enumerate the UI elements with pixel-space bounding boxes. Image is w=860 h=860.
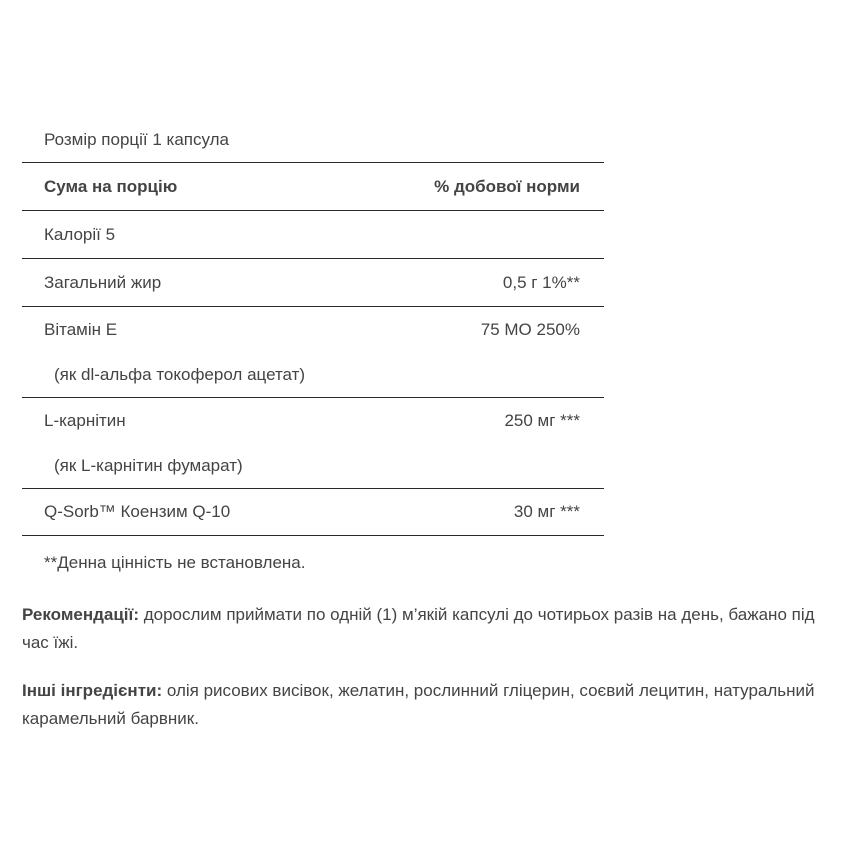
table-row [22, 307, 604, 398]
ingredients-paragraph [22, 677, 822, 733]
recommendations-paragraph [22, 601, 822, 657]
nutrient-amount: 75 МО 250% [480, 320, 580, 339]
table-row [22, 211, 604, 259]
amount-per-serving-header: Сума на порцію [44, 176, 178, 196]
nutrient-name: L-карнітин [44, 411, 126, 430]
table-row [22, 398, 604, 489]
supplement-facts-table [22, 118, 604, 536]
nutrient-name: Калорії 5 [44, 224, 116, 244]
serving-size-row [22, 118, 604, 163]
recommendations-label: Рекомендації: [22, 605, 139, 624]
nutrient-name: Вітамін Е [44, 320, 118, 339]
ingredients-text: олія рисових висівок, желатин, рослинний гліцерин, соєвий лецитин, натуральний карамельний барвник. [22, 681, 815, 728]
nutrient-name: Загальний жир [44, 272, 162, 292]
table-row [22, 259, 604, 307]
table-row [22, 489, 604, 536]
recommendations-text: дорослим приймати по одній (1) м’якій капсулі до чотирьох разів на день, бажано під час їжі. [22, 605, 815, 652]
footnote: **Денна цінність не встановлена. [44, 553, 306, 572]
nutrient-name: Q-Sorb™ Коензим Q-10 [44, 502, 231, 521]
daily-value-header: % добової норми [434, 176, 580, 196]
serving-size-text: Розмір порції 1 капсула [44, 130, 230, 149]
nutrient-source: (як dl-альфа токоферол ацетат) [54, 365, 306, 384]
header-row [22, 163, 604, 211]
nutrient-amount: 0,5 г 1%** [502, 272, 580, 292]
nutrient-amount: 30 мг *** [513, 502, 580, 521]
ingredients-label: Інші інгредієнти: [22, 681, 163, 700]
nutrient-amount: 250 мг *** [504, 411, 580, 430]
nutrient-source: (як L-карнітин фумарат) [54, 456, 243, 475]
